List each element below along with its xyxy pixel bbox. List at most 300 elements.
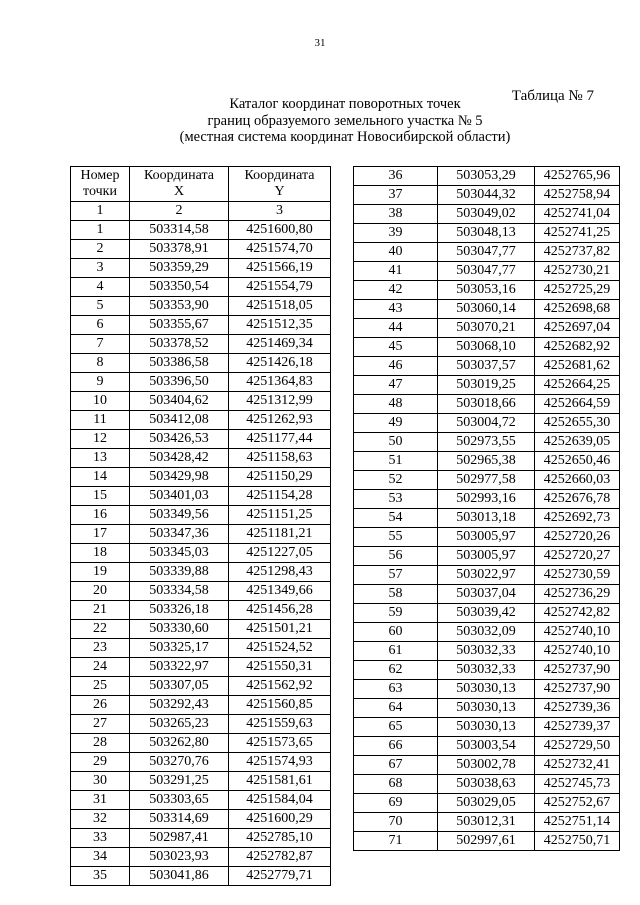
coordinate-x-cell: 503291,25 <box>130 772 229 791</box>
coordinate-x-cell: 502965,38 <box>438 452 535 471</box>
coordinate-y-cell: 4252782,87 <box>229 848 331 867</box>
point-number-cell: 26 <box>71 696 130 715</box>
coordinate-x-cell: 503359,29 <box>130 259 229 278</box>
coordinate-y-cell: 4251566,19 <box>229 259 331 278</box>
coordinate-y-cell: 4252740,10 <box>535 623 620 642</box>
coordinate-x-cell: 503038,63 <box>438 775 535 794</box>
point-number-cell: 58 <box>354 585 438 604</box>
coordinate-x-cell: 503041,86 <box>130 867 229 886</box>
table-row <box>354 737 620 756</box>
coordinate-y-cell: 4252742,82 <box>535 604 620 623</box>
table-row <box>71 373 331 392</box>
point-number-cell: 35 <box>71 867 130 886</box>
coordinate-x-cell: 503325,17 <box>130 639 229 658</box>
table-row <box>71 677 331 696</box>
coordinate-y-cell: 4251262,93 <box>229 411 331 430</box>
coordinate-x-cell: 503378,52 <box>130 335 229 354</box>
table-row <box>354 566 620 585</box>
coordinate-x-cell: 502993,16 <box>438 490 535 509</box>
point-number-cell: 22 <box>71 620 130 639</box>
header-point-number <box>71 167 130 202</box>
table-row <box>354 281 620 300</box>
table-row <box>354 509 620 528</box>
table-row <box>354 794 620 813</box>
coordinate-x-cell: 503339,88 <box>130 563 229 582</box>
coordinate-y-cell: 4252729,50 <box>535 737 620 756</box>
coordinates-table-right <box>353 166 620 851</box>
coordinate-x-cell: 503303,65 <box>130 791 229 810</box>
table-row <box>354 642 620 661</box>
table-row <box>71 335 331 354</box>
coordinate-y-cell: 4252730,59 <box>535 566 620 585</box>
point-number-cell: 4 <box>71 278 130 297</box>
table-row <box>71 221 331 240</box>
coordinate-y-cell: 4252692,73 <box>535 509 620 528</box>
coordinate-y-cell: 4251177,44 <box>229 430 331 449</box>
header-x-line-1: Координата <box>144 168 214 183</box>
point-number-cell: 23 <box>71 639 130 658</box>
coordinate-x-cell: 503326,18 <box>130 601 229 620</box>
table-row <box>71 297 331 316</box>
coordinate-y-cell: 4252765,96 <box>535 167 620 186</box>
coordinate-y-cell: 4252697,04 <box>535 319 620 338</box>
point-number-cell: 68 <box>354 775 438 794</box>
point-number-cell: 51 <box>354 452 438 471</box>
coordinate-x-cell: 502997,61 <box>438 832 535 851</box>
table-row <box>71 449 331 468</box>
point-number-cell: 9 <box>71 373 130 392</box>
coordinate-y-cell: 4251518,05 <box>229 297 331 316</box>
coordinate-y-cell: 4252720,27 <box>535 547 620 566</box>
point-number-cell: 6 <box>71 316 130 335</box>
table-row <box>354 167 620 186</box>
table-row <box>354 319 620 338</box>
coordinate-x-cell: 503029,05 <box>438 794 535 813</box>
table-row <box>71 506 331 525</box>
coordinate-x-cell: 503070,21 <box>438 319 535 338</box>
table-row <box>71 810 331 829</box>
table-row <box>354 813 620 832</box>
header-point-line-1: Номер <box>80 168 120 183</box>
table-row <box>71 240 331 259</box>
coordinate-y-cell: 4252660,03 <box>535 471 620 490</box>
coordinate-y-cell: 4251581,61 <box>229 772 331 791</box>
point-number-cell: 42 <box>354 281 438 300</box>
coordinate-y-cell: 4251560,85 <box>229 696 331 715</box>
table-row <box>71 696 331 715</box>
table-row <box>354 376 620 395</box>
point-number-cell: 48 <box>354 395 438 414</box>
point-number-cell: 71 <box>354 832 438 851</box>
table-row <box>354 357 620 376</box>
coordinate-y-cell: 4251364,83 <box>229 373 331 392</box>
header-y-line-2: Y <box>274 184 285 199</box>
table-row <box>71 848 331 867</box>
column-number-1: 1 <box>71 202 130 221</box>
heading-line-2: границ образуемого земельного участка № 5 <box>207 112 483 129</box>
table-row <box>354 224 620 243</box>
coordinate-y-cell: 4251574,70 <box>229 240 331 259</box>
heading-line-1: Каталог координат поворотных точек <box>229 96 461 112</box>
point-number-cell: 41 <box>354 262 438 281</box>
coordinate-x-cell: 503378,91 <box>130 240 229 259</box>
table-row <box>354 547 620 566</box>
point-number-cell: 29 <box>71 753 130 772</box>
coordinate-y-cell: 4252751,14 <box>535 813 620 832</box>
coordinate-y-cell: 4251158,63 <box>229 449 331 468</box>
coordinate-x-cell: 503037,57 <box>438 357 535 376</box>
coordinate-y-cell: 4251559,63 <box>229 715 331 734</box>
table-row <box>354 471 620 490</box>
point-number-cell: 40 <box>354 243 438 262</box>
point-number-cell: 59 <box>354 604 438 623</box>
point-number-cell: 25 <box>71 677 130 696</box>
coordinate-y-cell: 4251562,92 <box>229 677 331 696</box>
table-row <box>354 205 620 224</box>
coordinate-x-cell: 503012,31 <box>438 813 535 832</box>
table-row <box>354 433 620 452</box>
table-row <box>71 734 331 753</box>
coordinate-y-cell: 4251469,34 <box>229 335 331 354</box>
coordinate-y-cell: 4252681,62 <box>535 357 620 376</box>
coordinate-y-cell: 4252720,26 <box>535 528 620 547</box>
point-number-cell: 7 <box>71 335 130 354</box>
coordinate-y-cell: 4252739,37 <box>535 718 620 737</box>
point-number-cell: 61 <box>354 642 438 661</box>
table-row <box>354 680 620 699</box>
coordinate-y-cell: 4251600,29 <box>229 810 331 829</box>
coordinate-x-cell: 503292,43 <box>130 696 229 715</box>
point-number-cell: 70 <box>354 813 438 832</box>
point-number-cell: 20 <box>71 582 130 601</box>
coordinate-y-cell: 4252664,59 <box>535 395 620 414</box>
coordinate-x-cell: 503314,69 <box>130 810 229 829</box>
table-row <box>71 639 331 658</box>
coordinate-y-cell: 4252655,30 <box>535 414 620 433</box>
coordinate-x-cell: 503018,66 <box>438 395 535 414</box>
coordinate-y-cell: 4252741,25 <box>535 224 620 243</box>
table-row <box>71 468 331 487</box>
point-number-cell: 39 <box>354 224 438 243</box>
coordinate-x-cell: 503003,54 <box>438 737 535 756</box>
coordinate-x-cell: 503262,80 <box>130 734 229 753</box>
coordinate-y-cell: 4252698,68 <box>535 300 620 319</box>
coordinate-y-cell: 4251573,65 <box>229 734 331 753</box>
coordinate-y-cell: 4251298,43 <box>229 563 331 582</box>
table-row <box>354 490 620 509</box>
coordinate-x-cell: 503022,97 <box>438 566 535 585</box>
coordinate-y-cell: 4252758,94 <box>535 186 620 205</box>
table-row <box>354 718 620 737</box>
coordinate-y-cell: 4251524,52 <box>229 639 331 658</box>
coordinate-y-cell: 4251227,05 <box>229 544 331 563</box>
table-row <box>71 620 331 639</box>
coordinate-x-cell: 503005,97 <box>438 547 535 566</box>
table-row <box>354 604 620 623</box>
coordinate-x-cell: 503330,60 <box>130 620 229 639</box>
coordinate-x-cell: 503049,02 <box>438 205 535 224</box>
coordinate-x-cell: 503023,93 <box>130 848 229 867</box>
table-row <box>71 715 331 734</box>
point-number-cell: 46 <box>354 357 438 376</box>
coordinate-x-cell: 503032,09 <box>438 623 535 642</box>
coordinate-x-cell: 503349,56 <box>130 506 229 525</box>
coordinate-y-cell: 4252676,78 <box>535 490 620 509</box>
table-row <box>71 544 331 563</box>
point-number-cell: 50 <box>354 433 438 452</box>
coordinate-x-cell: 503412,08 <box>130 411 229 430</box>
point-number-cell: 5 <box>71 297 130 316</box>
coordinate-y-cell: 4251456,28 <box>229 601 331 620</box>
coordinate-y-cell: 4251150,29 <box>229 468 331 487</box>
coordinate-x-cell: 503013,18 <box>438 509 535 528</box>
table-row <box>71 563 331 582</box>
coordinate-x-cell: 503347,36 <box>130 525 229 544</box>
coordinate-x-cell: 503307,05 <box>130 677 229 696</box>
table-row <box>71 867 331 886</box>
table-row <box>71 582 331 601</box>
header-coordinate-x <box>130 167 229 202</box>
column-number-3: 3 <box>229 202 331 221</box>
coordinate-x-cell: 503428,42 <box>130 449 229 468</box>
point-number-cell: 8 <box>71 354 130 373</box>
point-number-cell: 56 <box>354 547 438 566</box>
coordinate-y-cell: 4252682,92 <box>535 338 620 357</box>
point-number-cell: 14 <box>71 468 130 487</box>
point-number-cell: 11 <box>71 411 130 430</box>
coordinate-x-cell: 503345,03 <box>130 544 229 563</box>
table-row <box>71 487 331 506</box>
table-row <box>354 186 620 205</box>
coordinate-y-cell: 4252730,21 <box>535 262 620 281</box>
table-row <box>71 601 331 620</box>
coordinate-x-cell: 503030,13 <box>438 699 535 718</box>
coordinate-y-cell: 4252745,73 <box>535 775 620 794</box>
point-number-cell: 2 <box>71 240 130 259</box>
table-row <box>71 259 331 278</box>
table-row <box>71 316 331 335</box>
coordinate-y-cell: 4251554,79 <box>229 278 331 297</box>
coordinate-y-cell: 4252741,04 <box>535 205 620 224</box>
coordinate-x-cell: 503037,04 <box>438 585 535 604</box>
point-number-cell: 67 <box>354 756 438 775</box>
coordinate-x-cell: 503334,58 <box>130 582 229 601</box>
point-number-cell: 64 <box>354 699 438 718</box>
point-number-cell: 62 <box>354 661 438 680</box>
coordinate-y-cell: 4251181,21 <box>229 525 331 544</box>
coordinate-x-cell: 503048,13 <box>438 224 535 243</box>
point-number-cell: 28 <box>71 734 130 753</box>
point-number-cell: 66 <box>354 737 438 756</box>
table-row <box>354 262 620 281</box>
point-number-cell: 36 <box>354 167 438 186</box>
coordinate-y-cell: 4251550,31 <box>229 658 331 677</box>
coordinate-y-cell: 4252737,82 <box>535 243 620 262</box>
point-number-cell: 12 <box>71 430 130 449</box>
point-number-cell: 33 <box>71 829 130 848</box>
column-number-2: 2 <box>130 202 229 221</box>
coordinate-x-cell: 503396,50 <box>130 373 229 392</box>
coordinate-x-cell: 503030,13 <box>438 718 535 737</box>
coordinate-x-cell: 503053,29 <box>438 167 535 186</box>
table-row <box>71 829 331 848</box>
coordinate-y-cell: 4252785,10 <box>229 829 331 848</box>
point-number-cell: 63 <box>354 680 438 699</box>
point-number-cell: 60 <box>354 623 438 642</box>
coordinate-x-cell: 503426,53 <box>130 430 229 449</box>
point-number-cell: 47 <box>354 376 438 395</box>
table-row <box>354 661 620 680</box>
coordinate-y-cell: 4252650,46 <box>535 452 620 471</box>
coordinate-x-cell: 503350,54 <box>130 278 229 297</box>
header-x-line-2: X <box>173 184 185 199</box>
coordinate-y-cell: 4251501,21 <box>229 620 331 639</box>
coordinate-y-cell: 4251512,35 <box>229 316 331 335</box>
point-number-cell: 43 <box>354 300 438 319</box>
table-row <box>354 395 620 414</box>
coordinate-x-cell: 503032,33 <box>438 661 535 680</box>
table-row <box>354 832 620 851</box>
header-point-line-2: точки <box>83 184 117 199</box>
table-row <box>71 772 331 791</box>
coordinate-x-cell: 503047,77 <box>438 262 535 281</box>
coordinate-x-cell: 503355,67 <box>130 316 229 335</box>
table-row <box>71 278 331 297</box>
coordinate-x-cell: 503002,78 <box>438 756 535 775</box>
header-coordinate-y <box>229 167 331 202</box>
table-row <box>354 243 620 262</box>
coordinate-y-cell: 4251151,25 <box>229 506 331 525</box>
table-row <box>71 392 331 411</box>
table-header-row <box>71 167 331 202</box>
point-number-cell: 3 <box>71 259 130 278</box>
point-number-cell: 57 <box>354 566 438 585</box>
coordinate-y-cell: 4251574,93 <box>229 753 331 772</box>
table-row <box>71 354 331 373</box>
coordinate-x-cell: 503047,77 <box>438 243 535 262</box>
coordinate-y-cell: 4252639,05 <box>535 433 620 452</box>
point-number-cell: 19 <box>71 563 130 582</box>
coordinate-x-cell: 502977,58 <box>438 471 535 490</box>
point-number-cell: 21 <box>71 601 130 620</box>
point-number-cell: 17 <box>71 525 130 544</box>
table-row <box>354 452 620 471</box>
point-number-cell: 27 <box>71 715 130 734</box>
point-number-cell: 65 <box>354 718 438 737</box>
table-row <box>354 775 620 794</box>
coordinate-y-cell: 4251600,80 <box>229 221 331 240</box>
column-numbering-row <box>71 202 331 221</box>
coordinate-y-cell: 4251426,18 <box>229 354 331 373</box>
point-number-cell: 52 <box>354 471 438 490</box>
coordinate-x-cell: 503314,58 <box>130 221 229 240</box>
table-row <box>71 411 331 430</box>
point-number-cell: 37 <box>354 186 438 205</box>
coordinate-y-cell: 4251349,66 <box>229 582 331 601</box>
point-number-cell: 44 <box>354 319 438 338</box>
coordinate-y-cell: 4252752,67 <box>535 794 620 813</box>
table-row <box>354 414 620 433</box>
coordinate-y-cell: 4252725,29 <box>535 281 620 300</box>
coordinate-x-cell: 503353,90 <box>130 297 229 316</box>
table-row <box>71 791 331 810</box>
page-number: 31 <box>314 37 326 49</box>
coordinates-table-left <box>70 166 331 886</box>
heading-line-3: (местная система координат Новосибирской области) <box>179 129 511 145</box>
coordinate-x-cell: 503386,58 <box>130 354 229 373</box>
table-row <box>71 525 331 544</box>
table-row <box>354 528 620 547</box>
point-number-cell: 10 <box>71 392 130 411</box>
coordinate-y-cell: 4251154,28 <box>229 487 331 506</box>
point-number-cell: 45 <box>354 338 438 357</box>
point-number-cell: 32 <box>71 810 130 829</box>
coordinate-x-cell: 503039,42 <box>438 604 535 623</box>
coordinate-x-cell: 503019,25 <box>438 376 535 395</box>
point-number-cell: 55 <box>354 528 438 547</box>
table-row <box>354 585 620 604</box>
point-number-cell: 54 <box>354 509 438 528</box>
coordinate-x-cell: 503270,76 <box>130 753 229 772</box>
coordinate-x-cell: 503068,10 <box>438 338 535 357</box>
table-row <box>354 756 620 775</box>
point-number-cell: 24 <box>71 658 130 677</box>
coordinate-x-cell: 503030,13 <box>438 680 535 699</box>
coordinate-y-cell: 4251312,99 <box>229 392 331 411</box>
point-number-cell: 53 <box>354 490 438 509</box>
coordinate-y-cell: 4252732,41 <box>535 756 620 775</box>
coordinate-x-cell: 503004,72 <box>438 414 535 433</box>
point-number-cell: 16 <box>71 506 130 525</box>
table-row <box>71 753 331 772</box>
coordinate-x-cell: 503032,33 <box>438 642 535 661</box>
coordinate-x-cell: 503404,62 <box>130 392 229 411</box>
point-number-cell: 31 <box>71 791 130 810</box>
point-number-cell: 1 <box>71 221 130 240</box>
coordinate-y-cell: 4252779,71 <box>229 867 331 886</box>
coordinate-y-cell: 4252737,90 <box>535 680 620 699</box>
point-number-cell: 34 <box>71 848 130 867</box>
point-number-cell: 38 <box>354 205 438 224</box>
coordinate-y-cell: 4251584,04 <box>229 791 331 810</box>
coordinate-x-cell: 503005,97 <box>438 528 535 547</box>
coordinate-x-cell: 503322,97 <box>130 658 229 677</box>
coordinate-x-cell: 503401,03 <box>130 487 229 506</box>
table-label: Таблица № 7 <box>511 88 594 104</box>
coordinate-x-cell: 503265,23 <box>130 715 229 734</box>
coordinate-y-cell: 4252664,25 <box>535 376 620 395</box>
point-number-cell: 49 <box>354 414 438 433</box>
point-number-cell: 15 <box>71 487 130 506</box>
coordinate-y-cell: 4252737,90 <box>535 661 620 680</box>
coordinate-y-cell: 4252739,36 <box>535 699 620 718</box>
coordinate-x-cell: 503060,14 <box>438 300 535 319</box>
table-row <box>354 338 620 357</box>
table-row <box>354 699 620 718</box>
coordinate-x-cell: 502973,55 <box>438 433 535 452</box>
table-row <box>71 658 331 677</box>
coordinate-y-cell: 4252740,10 <box>535 642 620 661</box>
point-number-cell: 30 <box>71 772 130 791</box>
coordinate-x-cell: 503053,16 <box>438 281 535 300</box>
coordinate-y-cell: 4252750,71 <box>535 832 620 851</box>
point-number-cell: 18 <box>71 544 130 563</box>
table-row <box>354 300 620 319</box>
point-number-cell: 69 <box>354 794 438 813</box>
table-row <box>354 623 620 642</box>
coordinate-y-cell: 4252736,29 <box>535 585 620 604</box>
table-row <box>71 430 331 449</box>
